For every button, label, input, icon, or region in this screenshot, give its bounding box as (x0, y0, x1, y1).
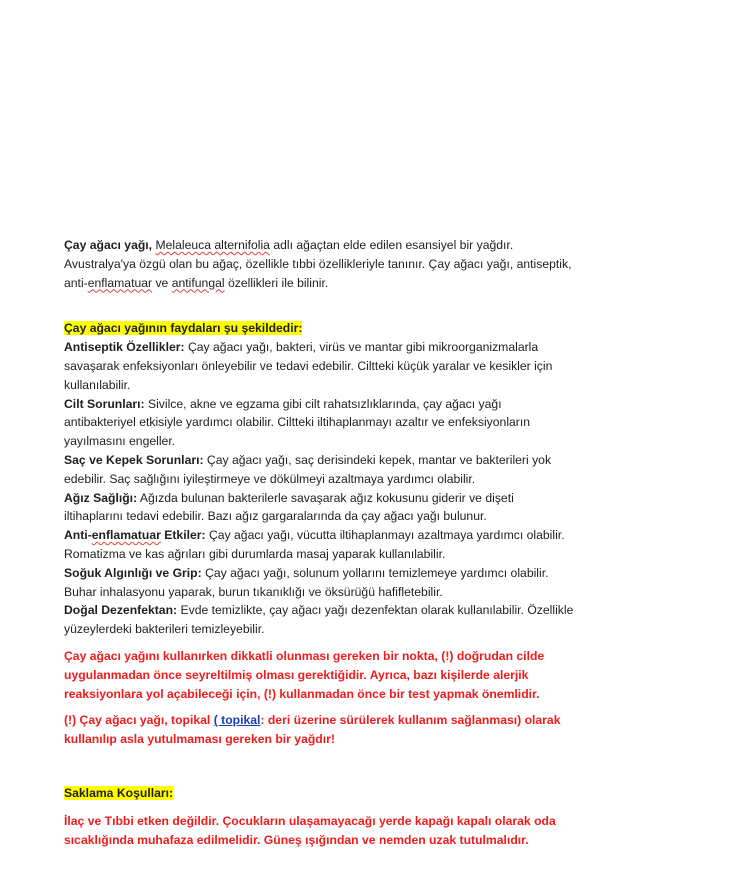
benefit-item (64, 451, 574, 489)
topical-warning (64, 711, 574, 749)
storage-heading (64, 784, 574, 803)
disinfect-title: Doğal Dezenfektan: (64, 603, 178, 618)
storage-paragraph: İlaç ve Tıbbi etken değildir. Çocukların ulaşamayacağı yerde kapağı kapalı olarak oda sıcaklığında muhafaza edilmelidir. Güneş ışığından ve nemden uzak tutulmalıdır. (64, 813, 556, 847)
benefit-text: Çay ağacı yağı, bakteri, virüs ve mantar gibi mikroorganizmalarla savaşarak enfeksiyonları önleyebilir ve tedavi edebilir. Ciltteki küçük yaralar ve kesikler için kullanılabilir. (64, 340, 553, 392)
benefit-item-disinfect (64, 601, 574, 639)
benefit-item (64, 489, 574, 527)
benefits-heading-text: Çay ağacı yağının faydaları şu şekildedir: (64, 321, 303, 336)
anti-title-b: enflamatuar (91, 528, 161, 543)
benefit-text: Ağızda bulunan bakterilerle savaşarak ağız kokusunu giderir ve dişeti iltihaplarını tedavi edebilir. Bazı ağız gargaralarında da çay ağacı yağı bulunur. (64, 490, 514, 524)
document-body (64, 236, 574, 849)
storage-heading-text: Saklama Koşulları: (64, 785, 174, 800)
cold-title: Soğuk Algınlığı ve Grip: (64, 565, 202, 580)
cold-text: Çay ağacı yağı, solunum yollarını temizlemeye yardımcı olabilir. Buhar inhalasyonu yaparak, burun tıkanıklığı ve öksürüğü hafifletebilir. (64, 565, 549, 599)
benefit-item (64, 338, 574, 394)
intro-term: Çay ağacı yağı, (64, 238, 153, 252)
benefit-title: Ağız Sağlığı: (64, 490, 138, 505)
benefit-title: Cilt Sorunları: (64, 396, 145, 411)
anti-title-a: Anti- (64, 528, 92, 543)
benefit-item-cold (64, 564, 574, 602)
topical-link[interactable]: ( topikal (213, 713, 261, 728)
word-antifungal: antifungal (171, 275, 225, 290)
intro-text: adlı ağaçtan elde edilen esansiyel bir yağdır. Avustralya'ya özgü olan bu ağaç, özellikle tıbbi özellikleriyle tanınır. Çay ağacı yağı, antiseptik, anti- (64, 238, 572, 290)
word-enflamatuar: enflamatuar (87, 275, 153, 290)
benefit-title: Antiseptik Özellikler: (64, 340, 185, 355)
benefit-text: Çay ağacı yağı, saç derisindeki kepek, mantar ve bakterileri yok edebilir. Saç sağlığını iyileştirmeye ve dökülmeyi azaltmaya yardımcı olabilir. (64, 452, 552, 486)
topical-warning-b: : deri üzerine sürülerek kullanım sağlanması) olarak kullanılıp asla yutulmaması gereken bir yağdır! (64, 713, 561, 747)
benefits-heading (64, 319, 574, 338)
benefit-title: Saç ve Kepek Sorunları: (64, 452, 204, 467)
disinfect-text: Evde temizlikte, çay ağacı yağı dezenfektan olarak kullanılabilir. Özellikle yüzeylerdeki bakterileri temizleyebilir. (64, 603, 574, 637)
benefit-item-anti (64, 526, 574, 564)
topical-warning-a: (!) Çay ağacı yağı, topikal (64, 713, 214, 728)
intro-mid: ve (152, 275, 172, 290)
benefit-item (64, 395, 574, 451)
intro-end: özellikleri ile bilinir. (224, 275, 329, 290)
anti-text: Çay ağacı yağı, vücutta iltihaplanmayı azaltmaya yardımcı olabilir. Romatizma ve kas ağrıları gibi durumlarda masaj yaparak kullanılabilir. (64, 528, 565, 561)
warning-paragraph: Çay ağacı yağını kullanırken dikkatli olunması gereken bir nokta, (!) doğrudan cilde uygulanmadan önce seyreltilmiş olması gerektiğidir. Ayrıca, bazı kişilerde alerjik reaksiyonlara yol açabileceği için, (!) kullanmadan önce bir test yapmak önemlidir. (64, 648, 545, 701)
latin-name: Melaleuca alternifolia (155, 238, 270, 252)
anti-title-c: Etkiler: (160, 528, 206, 543)
intro-paragraph (64, 236, 574, 292)
benefit-text: Sivilce, akne ve egzama gibi cilt rahatsızlıklarında, çay ağacı yağı antibakteriyel etkisiyle yardımcı olabilir. Ciltteki iltihaplanmayı azaltır ve enfeksiyonların yayılmasını engeller. (64, 396, 531, 449)
